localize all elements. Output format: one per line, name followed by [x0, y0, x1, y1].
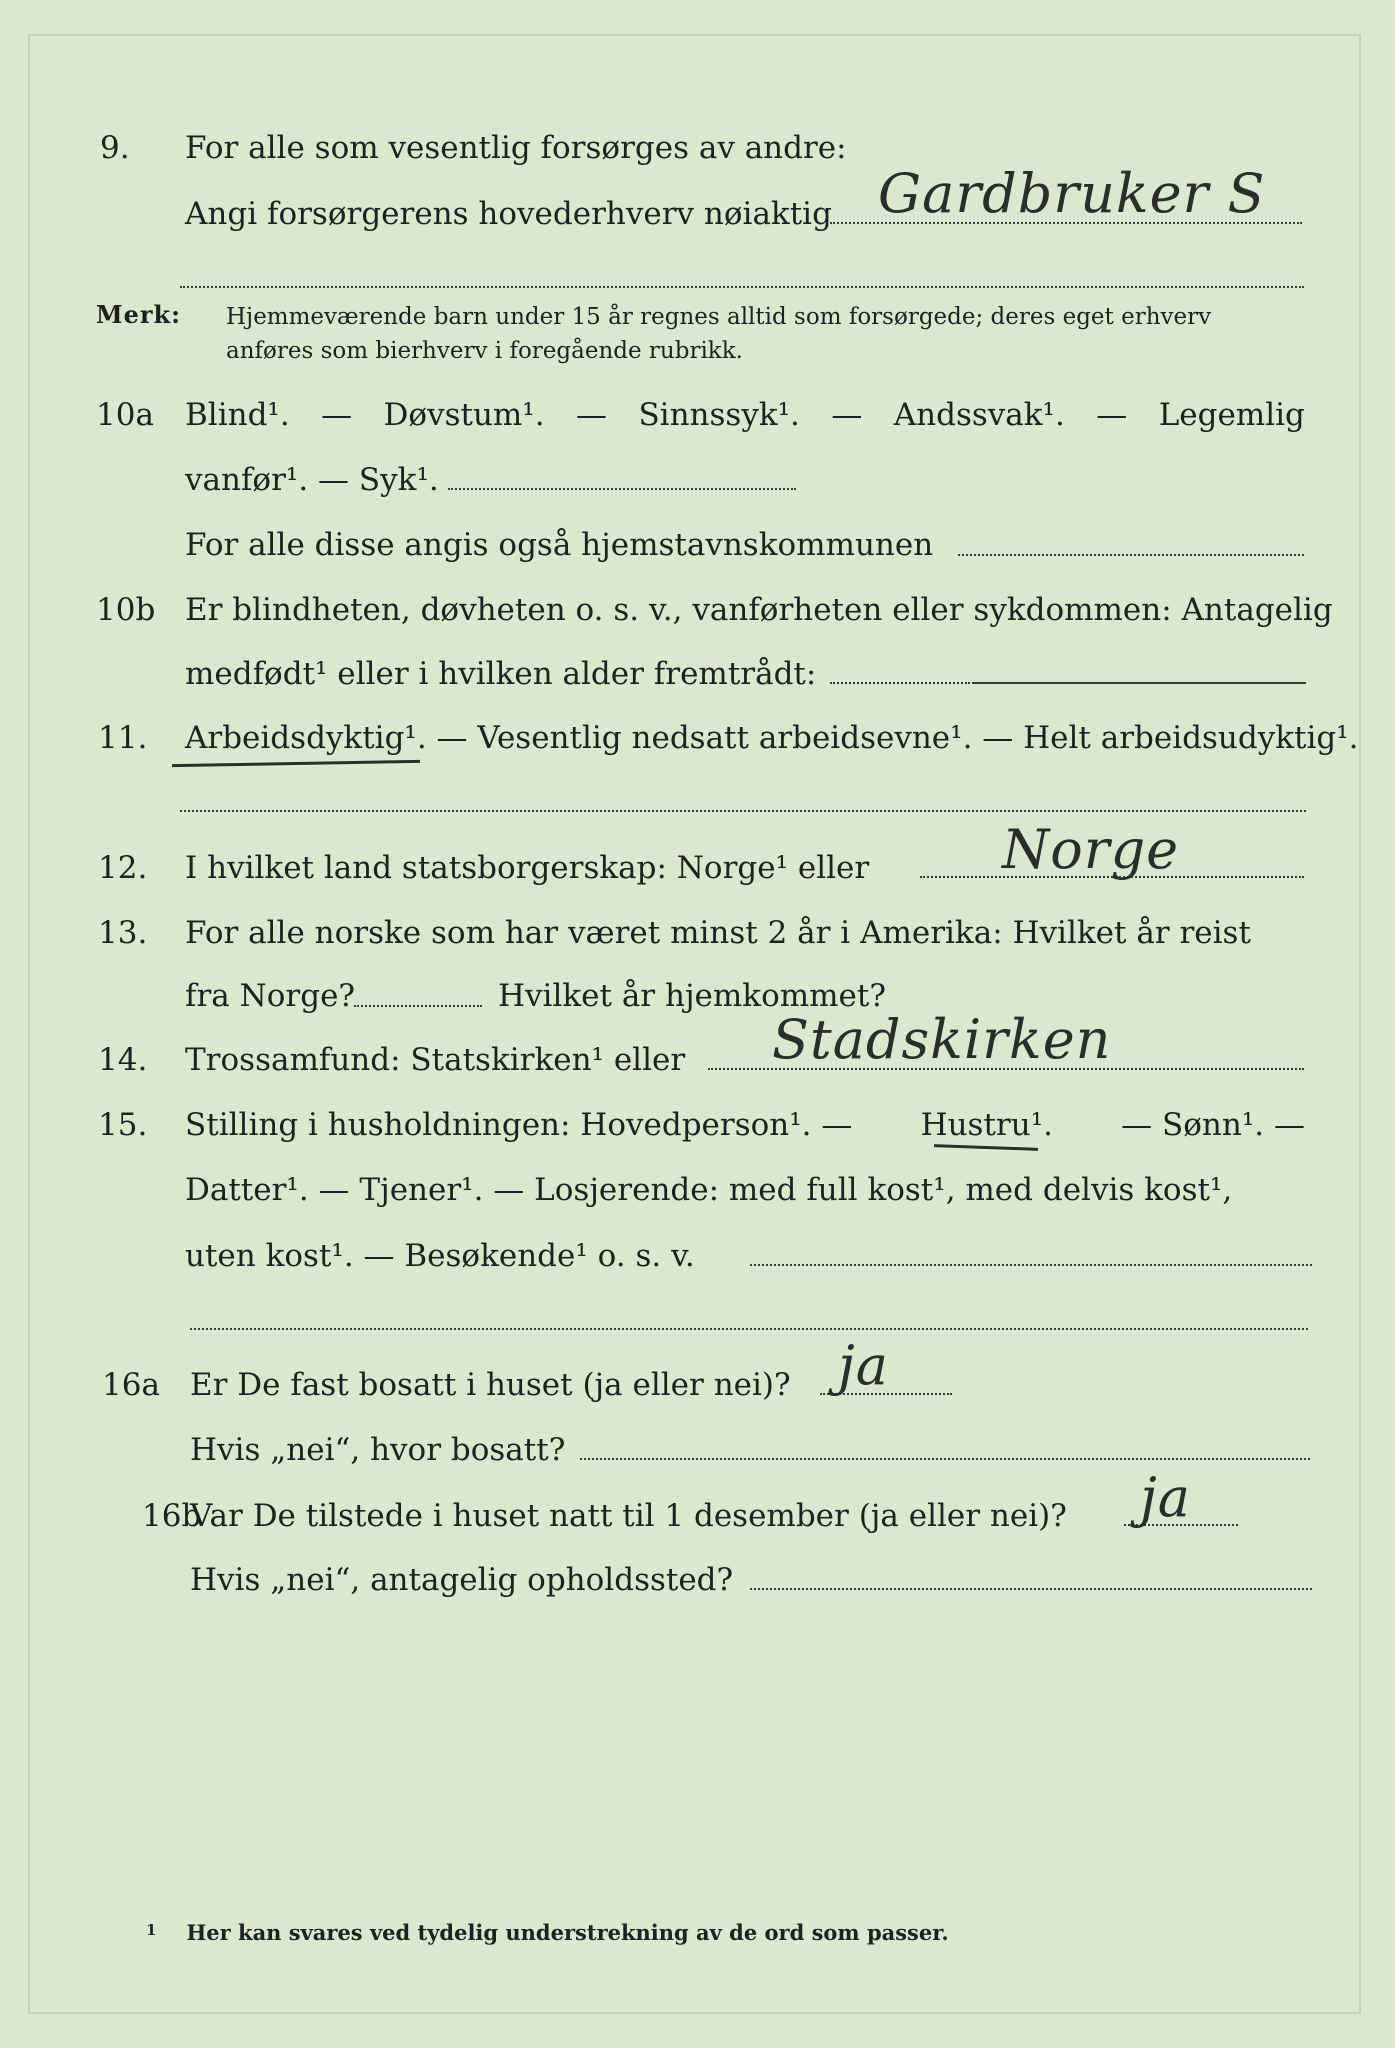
- q9-handwritten-answer: Gardbruker S: [878, 162, 1266, 225]
- q10a-option-4: Sinnssyk¹.: [638, 397, 800, 433]
- q10a-options: [185, 387, 1305, 443]
- q10a-option-8: Legemlig: [1158, 397, 1305, 433]
- footnote-mark: 1: [146, 1921, 157, 1939]
- q14-number: 14.: [98, 1042, 148, 1078]
- q15-row-1: [0, 1097, 1395, 1153]
- q16a-number: 16a: [102, 1367, 160, 1403]
- q10b-line-1: Er blindheten, døvheten o. s. v., vanførheten eller sykdommen: Antagelig: [185, 592, 1333, 628]
- q9-line-1: For alle som vesentlig forsørges av andre:: [185, 130, 847, 166]
- merk-line-2: anføres som bierhverv i foregående rubrikk.: [226, 338, 743, 364]
- q10b-line-solid: [972, 682, 1306, 684]
- q10a-line-2: vanfør¹. — Syk¹.: [185, 462, 439, 498]
- q10a-number: 10a: [96, 397, 154, 433]
- q11-row: [0, 710, 1395, 766]
- q15-line-3: uten kost¹. — Besøkende¹ o. s. v.: [185, 1238, 695, 1274]
- q9-extra-line: [180, 286, 1304, 288]
- q10b-number: 10b: [96, 592, 156, 628]
- q9-number: 9.: [100, 130, 130, 166]
- q15-line-1c: — Sønn¹. —: [1121, 1107, 1305, 1143]
- merk-text: [226, 300, 1211, 368]
- q10a-row-1: [0, 387, 1395, 443]
- q12-number: 12.: [98, 850, 148, 886]
- q10b-row-1: [0, 582, 1395, 638]
- q15-line-1a: Stilling i husholdningen: Hovedperson¹. —: [185, 1107, 853, 1143]
- q15-row-2: [0, 1162, 1395, 1218]
- q16b-line-1: Var De tilstede i huset natt til 1 desember (ja eller nei)?: [190, 1498, 1067, 1534]
- q11-number: 11.: [98, 720, 148, 756]
- q16b-opholdssted-line: [750, 1588, 1312, 1590]
- q16a-row-1: [0, 1357, 1395, 1413]
- q12-row: [0, 840, 1395, 896]
- q15-line-1: [185, 1097, 1305, 1153]
- q10a-syk-line: [448, 488, 796, 490]
- q11-text: [185, 710, 1359, 766]
- q10a-option-2: Døvstum¹.: [383, 397, 545, 433]
- q16b-line-2: Hvis „nei“, antagelig opholdssted?: [190, 1562, 734, 1598]
- q10b-line-2: medfødt¹ eller i hvilken alder fremtrådt:: [185, 656, 817, 692]
- q15-extra-line: [190, 1328, 1308, 1330]
- q13-row-1: [0, 905, 1395, 961]
- q10a-option-6: Andssvak¹.: [893, 397, 1065, 433]
- q10b-row-2: [0, 646, 1395, 702]
- q15-option-hustru: Hustru¹.: [920, 1107, 1053, 1143]
- q12-handwritten-answer: Norge: [1002, 818, 1180, 881]
- q16b-handwritten-answer: ja: [1140, 1466, 1191, 1529]
- q13-line-2b: Hvilket år hjemkommet?: [498, 978, 886, 1014]
- q14-text: Trossamfund: Statskirken¹ eller: [185, 1042, 686, 1078]
- q13-number: 13.: [98, 915, 148, 951]
- footnote: [146, 1920, 949, 1945]
- q11-extra-line: [180, 810, 1306, 812]
- merk-line-1: Hjemmeværende barn under 15 år regnes alltid som forsørgede; deres eget erhverv: [226, 304, 1212, 330]
- q10a-option-1: —: [321, 397, 353, 433]
- q9-line-2: Angi forsørgerens hovederhverv nøiaktig: [185, 196, 832, 232]
- q10a-line-3: For alle disse angis også hjemstavnskommunen: [185, 527, 934, 563]
- q11-option-arbeidsdyktig: Arbeidsdyktig¹.: [185, 720, 427, 756]
- q13-line-1: For alle norske som har været minst 2 år i Amerika: Hvilket år reist: [185, 915, 1251, 951]
- q10a-row-2: [0, 452, 1395, 508]
- q14-row: [0, 1032, 1395, 1088]
- q15-line-2: Datter¹. — Tjener¹. — Losjerende: med full kost¹, med delvis kost¹,: [185, 1172, 1233, 1208]
- q10a-option-7: —: [1096, 397, 1128, 433]
- q16a-line-1: Er De fast bosatt i huset (ja eller nei)?: [190, 1367, 791, 1403]
- q10b-line-dots: [830, 682, 970, 684]
- q16a-line-2: Hvis „nei“, hvor bosatt?: [190, 1432, 566, 1468]
- merk-label: Merk:: [96, 300, 181, 329]
- q12-text: I hvilket land statsborgerskap: Norge¹ eller: [185, 850, 870, 886]
- q10a-option-0: Blind¹.: [185, 397, 290, 433]
- q15-besokende-line: [750, 1264, 1312, 1266]
- q16b-number: 16b: [142, 1498, 202, 1534]
- q10a-row-3: [0, 517, 1395, 573]
- q15-row-3: [0, 1228, 1395, 1284]
- q14-handwritten-answer: Stadskirken: [772, 1008, 1112, 1071]
- q11-other-options: — Vesentlig nedsatt arbeidsevne¹. — Helt arbeidsudyktig¹.: [426, 720, 1359, 756]
- q16a-handwritten-answer: ja: [838, 1334, 889, 1397]
- footnote-text: Her kan svares ved tydelig understrekning av de ord som passer.: [186, 1920, 949, 1945]
- q15-number: 15.: [98, 1107, 148, 1143]
- q13-row-2: [0, 968, 1395, 1024]
- q16a-bosatt-line: [580, 1458, 1310, 1460]
- q10a-option-3: —: [576, 397, 608, 433]
- q10a-kommune-line: [958, 554, 1304, 556]
- q13-line-2a: fra Norge?: [185, 978, 356, 1014]
- q16b-row-2: [0, 1552, 1395, 1608]
- q10a-option-5: —: [831, 397, 863, 433]
- q13-reist-line: [354, 1005, 482, 1007]
